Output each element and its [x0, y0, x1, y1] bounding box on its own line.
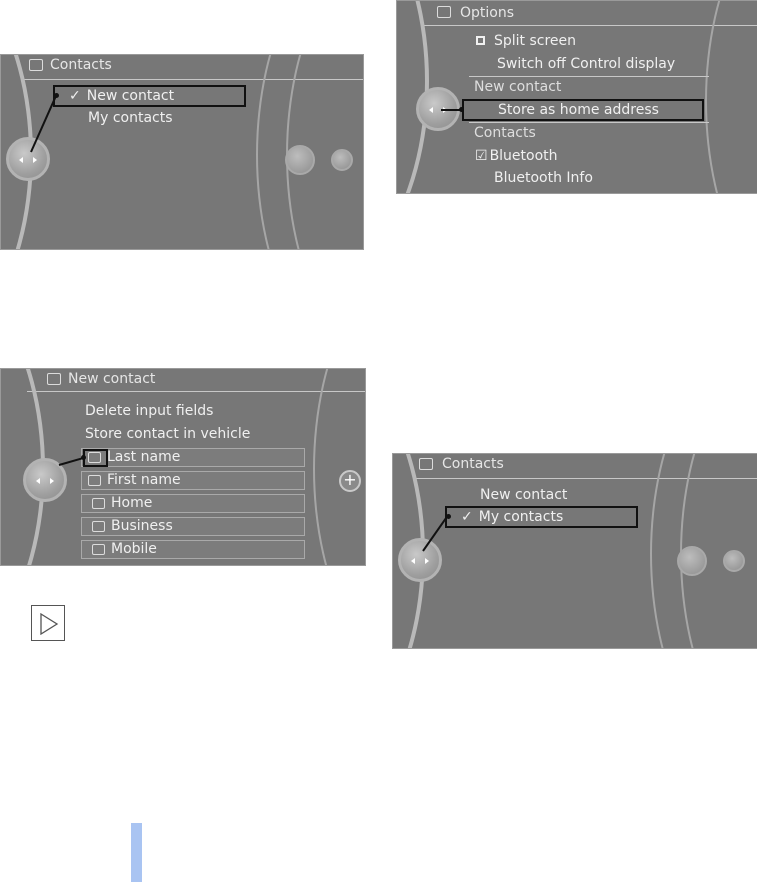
- header-divider: [421, 25, 757, 26]
- menu-item-new-contact[interactable]: [480, 485, 567, 505]
- side-button[interactable]: [285, 145, 315, 175]
- menu-item-new-contact[interactable]: [69, 86, 174, 106]
- header-title: Options: [460, 5, 515, 21]
- header-title: Contacts: [442, 456, 504, 472]
- menu-item-bluetooth[interactable]: [475, 146, 558, 166]
- continue-arrow-frame: [31, 605, 65, 641]
- item-label: New contact: [474, 79, 562, 95]
- selection-highlight: [83, 449, 108, 467]
- side-button[interactable]: [677, 546, 707, 576]
- screen-header: [1, 369, 365, 391]
- new-contact-screen: [0, 368, 366, 566]
- field-label: Mobile: [111, 541, 157, 557]
- item-label: My contacts: [88, 110, 173, 126]
- menu-item-my-contacts[interactable]: [88, 108, 173, 128]
- mobile-edit-icon: [92, 544, 105, 555]
- menu-item-split-screen[interactable]: [476, 31, 576, 51]
- item-label: Contacts: [474, 125, 536, 141]
- field-home[interactable]: [81, 494, 305, 513]
- field-business[interactable]: [81, 517, 305, 536]
- right-arrow-icon: [33, 157, 37, 163]
- checkbox-checked-icon: ☑: [475, 148, 488, 164]
- item-label: Bluetooth: [489, 148, 558, 164]
- item-label: New contact: [86, 88, 175, 104]
- home-edit-icon: [92, 498, 105, 509]
- person-edit-icon: [88, 475, 101, 486]
- header-divider: [27, 391, 365, 392]
- section-label-new-contact: [474, 77, 561, 97]
- header-title: New contact: [68, 371, 156, 387]
- menu-item-delete-input-fields[interactable]: [85, 401, 213, 421]
- menu-item-switch-off-display[interactable]: [497, 54, 675, 74]
- item-label: Store contact in vehicle: [85, 426, 251, 442]
- right-arrow-icon: [425, 558, 429, 564]
- header-title: Contacts: [50, 57, 112, 73]
- menu-item-store-contact-vehicle[interactable]: [85, 424, 250, 444]
- field-label: First name: [107, 472, 181, 488]
- contacts-screen-new-contact: [0, 54, 364, 250]
- item-label: Bluetooth Info: [494, 170, 593, 186]
- field-first-name[interactable]: [81, 471, 305, 490]
- controller-knob[interactable]: [398, 538, 442, 582]
- pointer-dot: [446, 514, 451, 519]
- left-arrow-icon: [19, 157, 23, 163]
- plus-icon: +: [343, 470, 357, 489]
- play-arrow-icon: [39, 613, 59, 635]
- section-label-contacts: [474, 123, 536, 143]
- new-contact-icon: [47, 373, 61, 385]
- field-label: Business: [111, 518, 173, 534]
- item-label: Split screen: [494, 33, 577, 49]
- left-arrow-icon: [429, 107, 433, 113]
- controller-knob[interactable]: [6, 137, 50, 181]
- field-label: Last name: [107, 449, 181, 465]
- item-label: Delete input fields: [85, 403, 214, 419]
- left-arrow-icon: [411, 558, 415, 564]
- left-arrow-icon: [36, 478, 40, 484]
- item-label: My contacts: [478, 509, 564, 525]
- side-button-small[interactable]: [331, 149, 353, 171]
- field-last-name[interactable]: [81, 448, 305, 467]
- check-icon: ✓: [461, 509, 473, 525]
- field-mobile[interactable]: [81, 540, 305, 559]
- contacts-screen-my-contacts: [392, 453, 757, 649]
- pointer-dot: [54, 93, 59, 98]
- page-sidebar-bar: [131, 823, 142, 882]
- pointer-dot: [81, 455, 86, 460]
- menu-item-store-home-address[interactable]: [498, 100, 659, 120]
- right-arrow-icon: [50, 478, 54, 484]
- right-arc: [313, 368, 366, 566]
- contacts-icon: [29, 59, 43, 71]
- checkbox-icon: [476, 36, 485, 45]
- options-screen: [396, 0, 757, 194]
- item-label: New contact: [480, 487, 568, 503]
- contacts-icon: [419, 458, 433, 470]
- side-button-small[interactable]: [723, 550, 745, 572]
- field-label: Home: [111, 495, 153, 511]
- check-icon: ✓: [69, 88, 81, 104]
- item-label: Store as home address: [498, 102, 659, 118]
- options-icon: [437, 6, 451, 18]
- screen-header: [397, 1, 757, 23]
- item-label: Switch off Control display: [497, 56, 676, 72]
- business-edit-icon: [92, 521, 105, 532]
- right-arc: [705, 0, 757, 194]
- plus-button[interactable]: [339, 470, 361, 492]
- menu-item-my-contacts[interactable]: [461, 507, 563, 527]
- menu-item-bluetooth-info[interactable]: [494, 168, 593, 188]
- pointer-dot: [459, 107, 464, 112]
